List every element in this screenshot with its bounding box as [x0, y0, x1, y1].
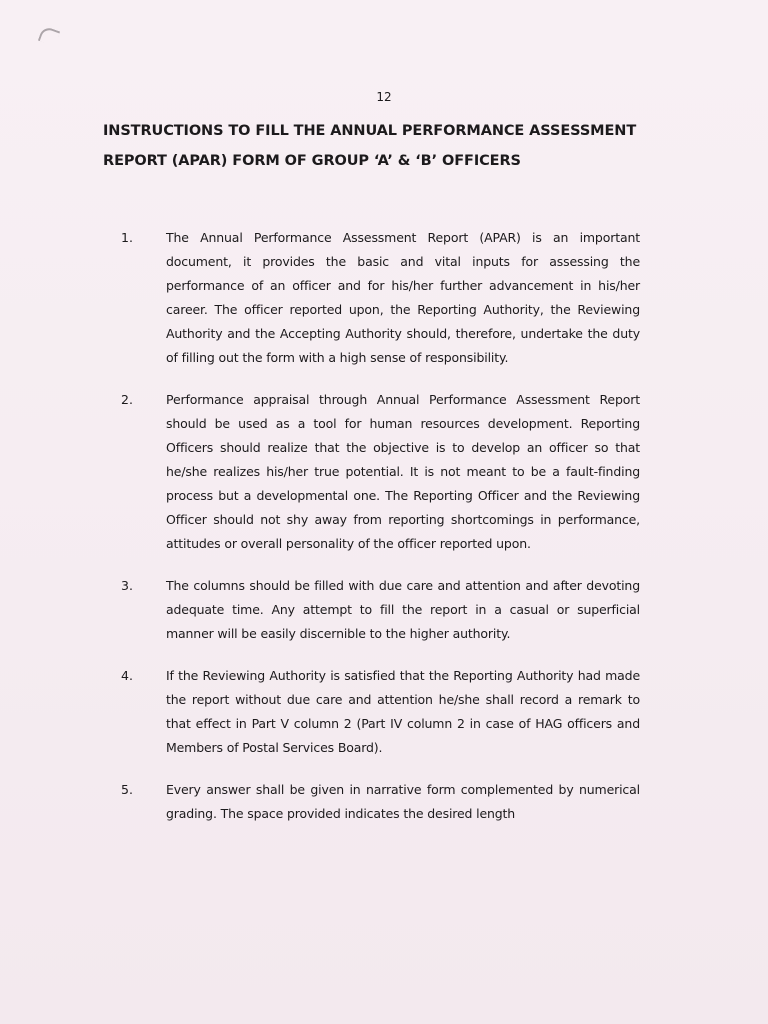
instruction-number: 5. — [121, 782, 133, 797]
instruction-number: 1. — [121, 230, 133, 245]
instruction-item-5 — [0, 778, 768, 826]
instruction-text: Every answer shall be given in narrative form complemented by numerical grading. The space provided indicates the desired length — [166, 782, 640, 821]
page-number: 12 — [376, 90, 392, 104]
instruction-text: Performance appraisal through Annual Performance Assessment Report should be used as a tool for human resources development. Reporting Officers should realize that the objective is to develop an officer so that he/she realizes his/her true potential. It is not meant to be a fault-finding process but a developmental one. The Reporting Officer and the Reviewing Officer should not shy away from reporting shortcomings in performance, attitudes or overall personality of the officer reported upon. — [166, 392, 640, 551]
document-title: INSTRUCTIONS TO FILL THE ANNUAL PERFORMANCE ASSESSMENT REPORT (APAR) FORM OF GROUP ‘A’ & ‘B’ OFFICERS — [103, 123, 637, 169]
instruction-number: 4. — [121, 668, 133, 683]
instruction-text: The columns should be filled with due care and attention and after devoting adequate time. Any attempt to fill the report in a casual or superficial manner will be easily discernible to the higher authority. — [166, 578, 640, 641]
instruction-item-2 — [0, 388, 768, 556]
instruction-number: 2. — [121, 392, 133, 407]
instruction-text: The Annual Performance Assessment Report (APAR) is an important document, it provides the basic and vital inputs for assessing the performance of an officer and for his/her further advancement in his/her career. The officer reported upon, the Reporting Authority, the Reviewing Authority and the Accepting Authority should, therefore, undertake the duty of filling out the form with a high sense of responsibility. — [166, 230, 640, 365]
instruction-text: If the Reviewing Authority is satisfied that the Reporting Authority had made the report without due care and attention he/she shall record a remark to that effect in Part V column 2 (Part IV column 2 in case of HAG officers and Members of Postal Services Board). — [166, 668, 640, 755]
instruction-item-3 — [0, 574, 768, 646]
scan-mark — [38, 25, 60, 46]
instruction-number: 3. — [121, 578, 133, 593]
instruction-item-4 — [0, 664, 768, 760]
instruction-item-1 — [0, 226, 768, 370]
instruction-list — [0, 226, 768, 844]
